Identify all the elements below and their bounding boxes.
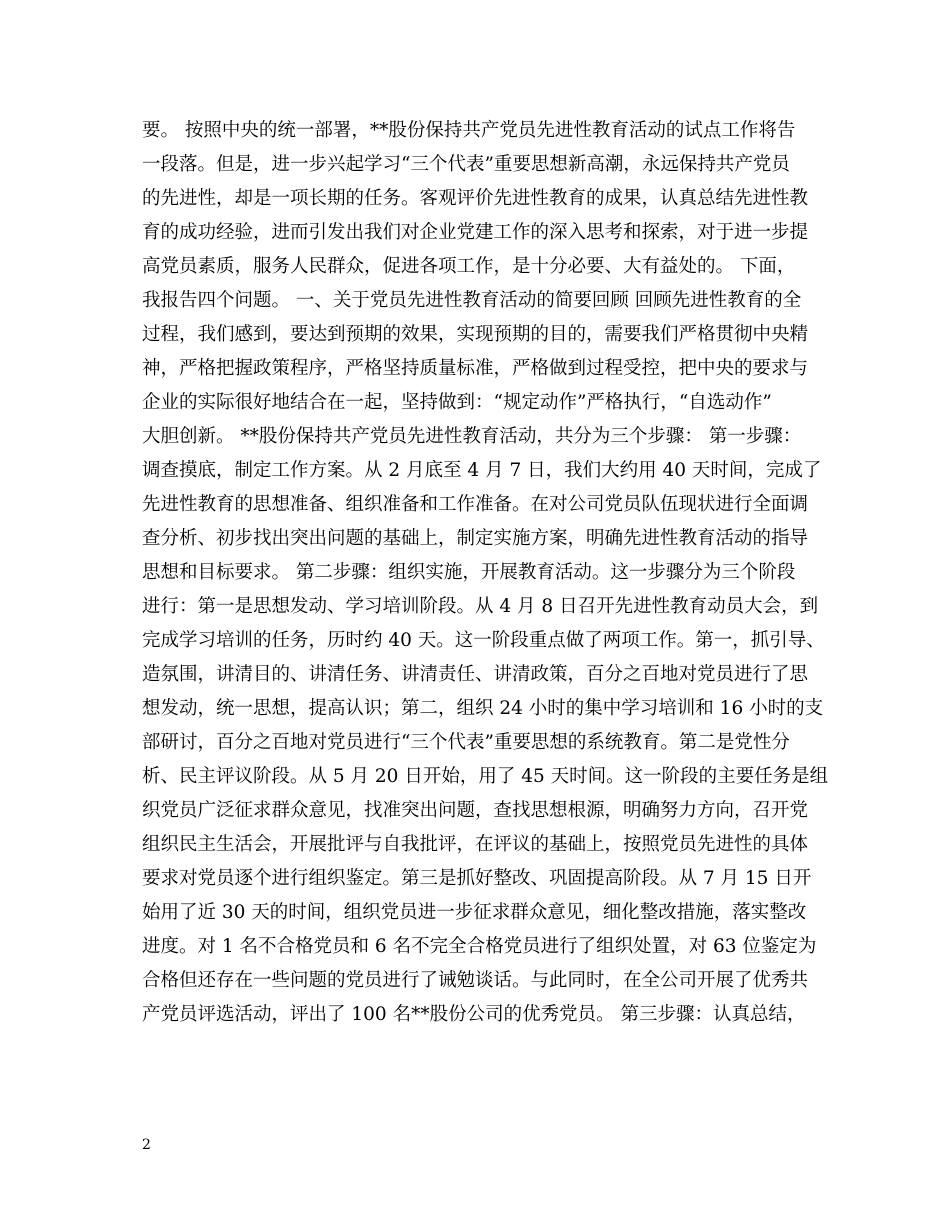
text-line: 思想和目标要求。 第二步骤：组织实施，开展教育活动。这一步骤分为三个阶段 xyxy=(142,562,796,583)
text-line: 大胆创新。 **股份保持共产党员先进性教育活动，共分为三个步骤： 第一步骤： xyxy=(142,426,802,447)
text-line: 查分析、初步找出突出问题的基础上，制定实施方案，明确先进性教育活动的指导 xyxy=(142,528,809,549)
page-number: 2 xyxy=(142,1137,151,1153)
text-line: 过程，我们感到，要达到预期的效果，实现预期的目的，需要我们严格贯彻中央精 xyxy=(142,324,809,345)
body-text xyxy=(142,114,832,1032)
text-line: 先进性教育的思想准备、组织准备和工作准备。在对公司党员队伍现状进行全面调 xyxy=(142,494,809,515)
text-line: 高党员素质，服务人民群众，促进各项工作，是十分必要、大有益处的。 下面， xyxy=(142,256,796,277)
text-line: 我报告四个问题。 一、关于党员先进性教育活动的简要回顾 回顾先进性教育的全 xyxy=(142,290,802,311)
text-line: 始用了近 30 天的时间，组织党员进一步征求群众意见，细化整改措施，落实整改 xyxy=(142,902,807,923)
text-line: 产党员评选活动，评出了 100 名**股份公司的优秀党员。 第三步骤：认真总结， xyxy=(142,1004,806,1025)
text-line: 育的成功经验，进而引发出我们对企业党建工作的深入思考和探索，对于进一步提 xyxy=(142,222,809,243)
text-line: 组织民主生活会，开展批评与自我批评，在评议的基础上，按照党员先进性的具体 xyxy=(142,834,809,855)
text-line: 企业的实际很好地结合在一起，坚持做到：“规定动作”严格执行，“自选动作” xyxy=(142,392,772,413)
text-line: 完成学习培训的任务，历时约 40 天。这一阶段重点做了两项工作。第一，抓引导、 xyxy=(142,630,825,651)
text-line: 部研讨，百分之百地对党员进行“三个代表”重要思想的系统教育。第二是党性分 xyxy=(142,732,790,753)
text-line: 神，严格把握政策程序，严格坚持质量标准，严格做到过程受控，把中央的要求与 xyxy=(142,358,809,379)
text-line: 要。 按照中央的统一部署，**股份保持共产党员先进性教育活动的试点工作将告 xyxy=(142,120,796,141)
text-line: 进行：第一是思想发动、学习培训阶段。从 4 月 8 日召开先进性教育动员大会，到 xyxy=(142,596,819,617)
text-line: 想发动，统一思想，提高认识；第二，组织 24 小时的集中学习培训和 16 小时的支 xyxy=(142,698,824,719)
text-line: 的先进性，却是一项长期的任务。客观评价先进性教育的成果，认真总结先进性教 xyxy=(142,188,809,209)
text-line: 要求对党员逐个进行组织鉴定。第三是抓好整改、巩固提高阶段。从 7 月 15 日开 xyxy=(142,868,812,889)
text-line: 调查摸底，制定工作方案。从 2 月底至 4 月 7 日，我们大约用 40 天时间，完成了 xyxy=(142,460,822,481)
text-line: 造氛围，讲清目的、讲清任务、讲清责任、讲清政策，百分之百地对党员进行了思 xyxy=(142,664,809,685)
text-line: 一段落。但是，进一步兴起学习“三个代表”重要思想新高潮，永远保持共产党员 xyxy=(142,154,790,175)
text-line: 织党员广泛征求群众意见，找准突出问题，查找思想根源，明确努力方向，召开党 xyxy=(142,800,809,821)
text-line: 进度。对 1 名不合格党员和 6 名不完全合格党员进行了组织处置，对 63 位鉴定为 xyxy=(142,936,817,957)
text-line: 合格但还存在一些问题的党员进行了诫勉谈话。与此同时，在全公司开展了优秀共 xyxy=(142,970,809,991)
text-line: 析、民主评议阶段。从 5 月 20 日开始，用了 45 天时间。这一阶段的主要任务是组 xyxy=(142,766,829,787)
